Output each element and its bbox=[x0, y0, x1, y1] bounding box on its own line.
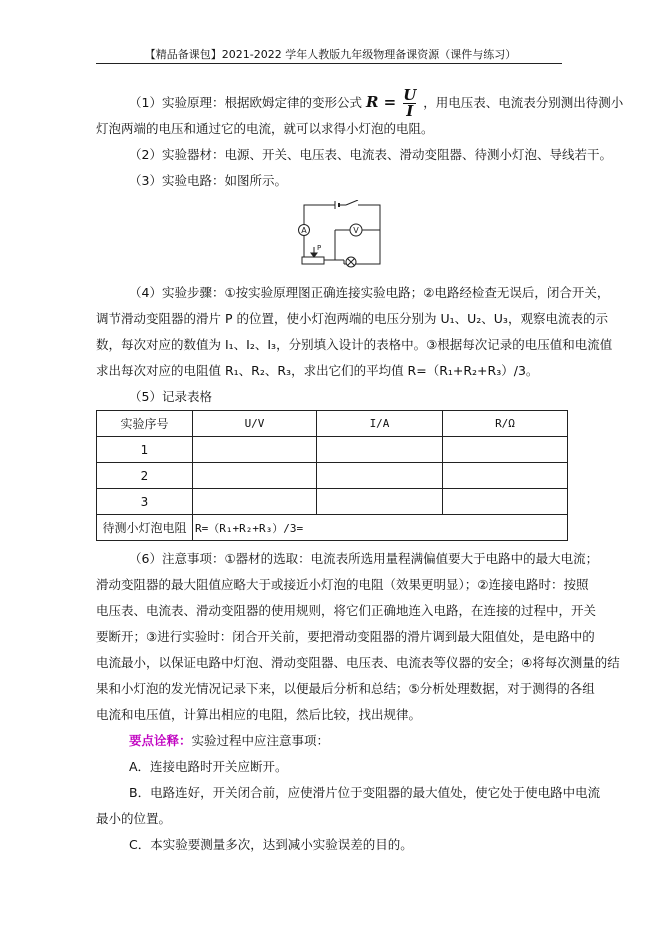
principle-line-1 bbox=[96, 86, 624, 120]
steps-line-1: （4）实验步骤：①按实验原理图正确连接实验电路；②电路经检查无误后，闭合开关， bbox=[129, 285, 610, 300]
slider-label: P bbox=[317, 244, 322, 252]
header-voltage: U/V bbox=[193, 411, 317, 437]
circuit-diagram bbox=[290, 200, 388, 272]
equipment-text: （2）实验器材：电源、开关、电压表、电流表、滑动变阻器、待测小灯泡、导线若干。 bbox=[129, 147, 612, 162]
record-table bbox=[96, 410, 568, 541]
voltmeter-label: V bbox=[353, 226, 359, 235]
circuit-text: （3）实验电路：如图所示。 bbox=[129, 173, 287, 188]
header-trial-no: 实验序号 bbox=[97, 411, 193, 437]
notes-line-3: 电压表、电流表、滑动变阻器的使用规则，将它们正确地连入电路，在连接的过程中，开关 bbox=[96, 603, 597, 618]
ammeter-label: A bbox=[301, 226, 307, 235]
notes-line-5: 电流最小，以保证电路中灯泡、滑动变阻器、电压表、电流表等仪器的安全；④将每次测量的结 bbox=[96, 655, 620, 670]
table-header-row bbox=[97, 411, 568, 437]
trial-number: 2 bbox=[97, 463, 193, 489]
key-point-label: 要点诠释： bbox=[129, 733, 192, 748]
key-point-line bbox=[96, 732, 599, 750]
key-point-a: A．连接电路时开关应断开。 bbox=[129, 759, 288, 774]
key-point-c: C．本实验要测量多次，达到减小实验误差的目的。 bbox=[129, 837, 413, 852]
key-point-b-line-1: B．电路连好，开关闭合前，应使滑片位于变阻器的最大值处，使它处于使电路中电流 bbox=[129, 785, 601, 800]
formula-numerator: U bbox=[403, 86, 417, 104]
steps-line-3: 数，每次对应的数值为 I₁、I₂、I₃，分别填入设计的表格中。③根据每次记录的电压值和电流值 bbox=[96, 337, 613, 352]
trial-number: 3 bbox=[97, 489, 193, 515]
cell-resistance bbox=[443, 489, 568, 515]
header-current: I/A bbox=[317, 411, 443, 437]
key-point-b-line-2: 最小的位置。 bbox=[96, 811, 172, 826]
trial-number: 1 bbox=[97, 437, 193, 463]
formula-lhs: R = bbox=[365, 93, 397, 111]
cell-current bbox=[317, 489, 443, 515]
header-divider bbox=[96, 63, 562, 64]
cell-resistance bbox=[443, 437, 568, 463]
cell-current bbox=[317, 437, 443, 463]
table-row bbox=[97, 463, 568, 489]
table-title: （5）记录表格 bbox=[129, 389, 212, 404]
table-footer-row bbox=[97, 515, 568, 541]
footer-label: 待测小灯泡电阻 bbox=[97, 515, 193, 541]
cell-current bbox=[317, 463, 443, 489]
principle-suffix: ，用电压表、电流表分别测出待测小 bbox=[423, 95, 624, 110]
table-row bbox=[97, 489, 568, 515]
steps-line-2: 调节滑动变阻器的滑片 P 的位置，使小灯泡两端的电压分别为 U₁、U₂、U₃，观察电流表的示 bbox=[96, 311, 608, 326]
principle-line-2: 灯泡两端的电压和通过它的电流，就可以求得小灯泡的电阻。 bbox=[96, 121, 434, 136]
formula-denominator: I bbox=[406, 102, 414, 120]
table-row bbox=[97, 437, 568, 463]
cell-voltage bbox=[193, 463, 317, 489]
notes-line-7: 电流和电压值，计算出相应的电阻，然后比较，找出规律。 bbox=[96, 707, 422, 722]
notes-line-6: 果和小灯泡的发光情况记录下来，以便最后分析和总结；⑤分析处理数据，对于测得的各组 bbox=[96, 681, 595, 696]
cell-voltage bbox=[193, 489, 317, 515]
notes-line-4: 要断开；③进行实验时：闭合开关前，要把滑动变阻器的滑片调到最大阻值处，是电路中的 bbox=[96, 629, 595, 644]
steps-line-4: 求出每次对应的电阻值 R₁、R₂、R₃，求出它们的平均值 R=（R₁+R₂+R₃）/3。 bbox=[96, 363, 539, 378]
cell-voltage bbox=[193, 437, 317, 463]
page-header: 【精品备课包】2021-2022 学年人教版九年级物理备课资源（课件与练习） bbox=[144, 48, 517, 61]
notes-line-2: 滑动变阻器的最大阻值应略大于或接近小灯泡的电阻（效果更明显）；②连接电路时：按照 bbox=[96, 577, 589, 592]
key-point-text: 实验过程中应注意事项： bbox=[191, 733, 330, 748]
principle-prefix: （1）实验原理：根据欧姆定律的变形公式 bbox=[129, 95, 362, 110]
notes-line-1: （6）注意事项：①器材的选取：电流表所选用量程满偏值要大于电路中的最大电流； bbox=[129, 551, 599, 566]
header-resistance: R/Ω bbox=[443, 411, 568, 437]
cell-resistance bbox=[443, 463, 568, 489]
footer-formula: R=（R₁+R₂+R₃）/3= bbox=[193, 515, 568, 541]
formula-fraction bbox=[403, 88, 416, 119]
